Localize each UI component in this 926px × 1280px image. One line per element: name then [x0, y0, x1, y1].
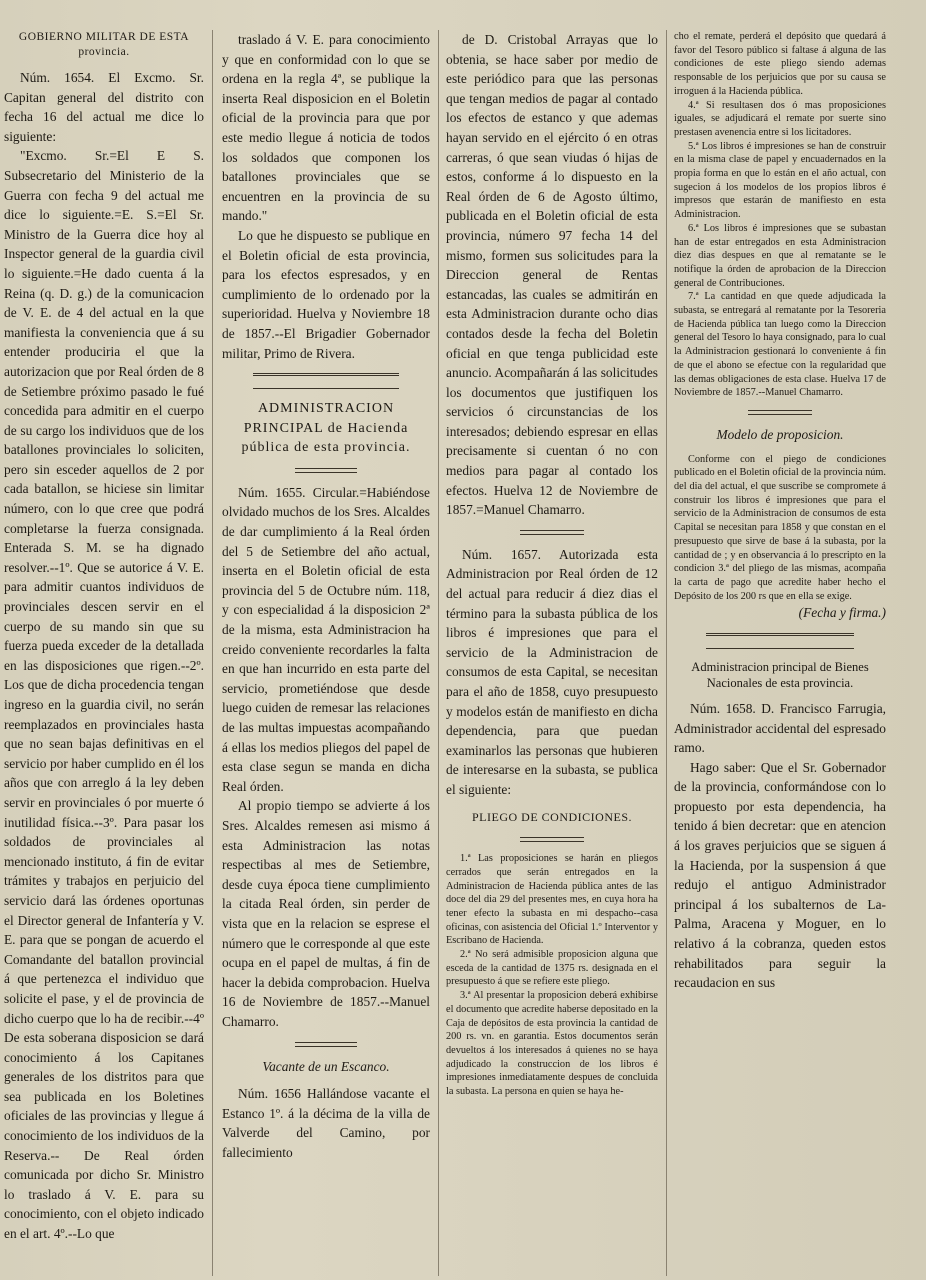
short-separator: [295, 1042, 357, 1047]
article-1656-intro: Núm. 1656 Hallándose vacante el Estanco 1º. á la décima de la villa de Valverde del Camino, por fallecimiento: [222, 1086, 430, 1160]
column-4: [674, 30, 886, 1276]
column-2: [222, 30, 430, 1276]
article-1658-body: Hago saber: Que el Sr. Gobernador de la provincia, conformándose con lo propuesto por esta dependencia, ha tenido á bien decretar: que en atencion á los graves perjuicios que se siguen á la Hacienda, por la suspension á que redujo el antiguo Administrador principal á los subalternos de La-Palma, Aracena y Moguer, en lo relativo á la cobranza, queden estos rehabilitados para seguir la recaudacion en sus: [674, 759, 886, 991]
proposal-text: Conforme con el piego de condiciones publicado en el Boletin oficial de la provincia núm. del dia del actual, el que suscribe se compromete á construir los libros é impresiones que para el servicio de la Administracion de consumos de esta Capital se necesitan para 1858 y que constan en el presupuesto que sirve de base á la subasta, por la cantidad de ; y en observancia á lo prescripto en la condicion 3.ª del pliego de las mismas, acompaña la carta de pago que acredite haber hecho el Depósito de los 200 rs que en ella se exige.: [674, 453, 886, 602]
condition-1: 1.ª Las proposiciones se harán en pliegos cerrados que serán entregados en la Administracion de Hacienda pública antes de las doce del dia 29 del presentes mes, en cuya hora ha tener efecto la subasta en mi despacho--casa oficinas, con asistencia del Oficial 1.º Interventor y Escribano de Hacienda.: [446, 853, 658, 947]
signature-line: (Fecha y firma.): [798, 605, 886, 621]
condition-7: 7.ª La cantidad en que quede adjudicada la subasta, se entregará al rematante por la Tesoreria de Hacienda pública tan luego como la Direccion general del Tesoro lo haya consignado, para lo cual la Administracion gestionará lo conveniente á fin de que el abono se efectue con la regularidad que las demas obligaciones de esta clase. Huelva 17 de Noviembre de 1857.--Manuel Chamarro.: [674, 291, 886, 399]
article-1654-closing: Lo que he dispuesto se publique en el Boletin oficial de esta provincia, para los efectos espresados, y en cumplimiento de lo ordenado por la superioridad. Huelva y Noviembre 18 de 1857.--El Brigadier Gobernador militar, Primo de Rivera.: [222, 227, 430, 361]
condition-3: 3.ª Al presentar la proposicion deberá exhibirse el documento que acredite haberse depositado en la Caja de depósitos de esta provincia la cantidad de 200 rs. vn. en garantia. Estos documentos serán devueltos á los interesados á quienes no se haya adjudicado la construccion de los libros é impresiones inmediatamente despues de concluida la subasta. La persona en quien se haya he-: [446, 990, 658, 1098]
section-heading-administracion-hacienda: ADMINISTRACION PRINCIPAL de Hacienda pública de esta provincia.: [241, 401, 411, 456]
short-separator: [295, 468, 357, 473]
heading-pliego-condiciones: PLIEGO DE CONDICIONES.: [472, 809, 632, 824]
article-1654-continuation: traslado á V. E. para conocimiento y que en conformidad con lo que se ordena en la regla 4ª, se publique la inserta Real disposicion en el Boletin oficial de la provincia para que por este medio llegue á noticia de todos los soldados que componen los batallones provinciales que se encuentren en la provincia de su mando.": [222, 32, 430, 224]
column-rule: [438, 30, 439, 1276]
section-heading-gobierno-militar: GOBIERNO MILITAR DE ESTA provincia.: [18, 31, 190, 58]
short-separator: [520, 837, 584, 842]
column-rule: [212, 30, 213, 1276]
proposal-model: [674, 453, 886, 604]
article-1654-intro: Núm. 1654. El Excmo. Sr. Capitan general del distrito con fecha 16 del actual me dice lo siguiente:: [4, 70, 204, 144]
section-separator: [706, 633, 854, 649]
subheading-vacante: Vacante de un Escanco.: [262, 1058, 390, 1074]
column-1: [4, 30, 204, 1276]
subheading-modelo-proposicion: Modelo de proposicion.: [716, 426, 844, 442]
article-1658-intro: Núm. 1658. D. Francisco Farrugia, Administrador accidental del espresado ramo.: [674, 700, 886, 756]
section-heading-bienes-nacionales: Administracion principal de Bienes Nacionales de esta provincia.: [691, 659, 869, 690]
column-3: [446, 30, 658, 1276]
condition-6: 6.ª Los libros é impresiones que se subastan han de estar entregados en esta Administracion diez dias despues en que al rematante se le notifique la órden de aprobacion de la Direccion general de Contribuciones.: [674, 222, 886, 289]
conditions-block: [446, 852, 658, 1099]
bienes-nacionales-section: [674, 659, 886, 993]
article-1657-intro: Núm. 1657. Autorizada esta Administracion por Real órden de 12 del actual para reducir á diez dias el término para la subasta pública de los libros é impresiones que para el servicio de la Administracion de consumos de esta Capital, se necesitan para el año de 1858, cuyo presupuesto y modelos están de manifiesto en dicha dependencia, para que puedan examinarlos las personas que hubieren de interesarse en la subasta, se publica el siguiente:: [446, 546, 658, 797]
article-1656-body: de D. Cristobal Arrayas que lo obtenia, se hace saber por medio de este periódico para que las personas que tengan medios de pagar al contado los efectos de estanco y que ademas hayan servido en el ejército ó en otras carreras, ó que sean viudas ó hijas de estos, conforme á lo dispuesto en la Real órden de 6 de Agosto último, publicada en el Boletin oficial de esta provincia, número 97 fecha 14 del mismo, formen sus solicitudes para la Direccion general de Rentas estancadas, las cuales se admitirán en esta Administracion durante ocho dias contados desde la fecha del Boletin oficial en que tenga publicidad este anuncio. Acompañarán á las solicitudes los documentos que justifiquen los servicios ó circunstancias de los interesados; debiendo espresar en ellas precisamente si cuentan ó no con medios para pagar al contado los efectos. Huelva 12 de Noviembre de 1857.=Manuel Chamarro.: [446, 32, 658, 518]
short-separator: [520, 530, 584, 535]
short-separator: [748, 410, 812, 415]
section-separator: [253, 373, 399, 389]
article-1655-second: Al propio tiempo se advierte á los Sres. Alcaldes remesen asi mismo á esta Administracion las notas respectibas al mes de Setiembre, desde cuya época tiene cumplimiento la citada Real órden, sin perder de vista que en la relacion se esprese el número que le corresponde al que este ocupa en el papel de multas, á fin de hacer la debida comprobacion. Huelva 16 de Noviembre de 1857.--Manuel Chamarro.: [222, 798, 430, 1029]
article-1655-circular: Núm. 1655. Circular.=Habiéndose olvidado muchos de los Sres. Alcaldes de dar cumplimiento á la Real órden del 5 de Setiembre del año actual, inserta en el Boletin oficial de esta provincia del 5 de Octubre núm. 118, y con especialidad á la disposicion 2ª de la misma, esta Administracion ha creido conveniente recordarles la falta en que han incurrido en esta parte del servicio, prometiéndose que desde luego cuiden de remesar las relaciones de las multas impuestas acompañando á ellas los medios pliegos del papel de esta clase segun se manda en dicha Real órden.: [222, 484, 430, 794]
condition-4: 4.ª Si resultasen dos ó mas proposiciones iguales, se adjudicará el remate por suerte sino prestasen avenencia entre si los licitadores.: [674, 99, 886, 138]
condition-2: 2.ª No será admisible proposicion alguna que esceda de la cantidad de 1375 rs. designada en el presupuesto á que se refiere este pliego.: [446, 949, 658, 988]
column-rule: [666, 30, 667, 1276]
article-1654-body: "Excmo. Sr.=El E S. Subsecretario del Ministerio de la Guerra con fecha 9 del actual me dice lo siguiente.=E. S.=El Sr. Ministro de la Guerra dice hoy al Inspector general de la guardia civil lo siguiente.=He dado cuenta á la Reina (q. D. g.) de la comunicacion de V. E. de 4 del actual en la que manifiesta la conveniencia que á su entender produciria el que la autorizacion que por Real órden de 8 de Setiembre próximo pasado le fué concedida para admitir en el cuerpo de su cargo los individuos que de los batallones provinciales lo soliciten, pero sin esceder aquellos de 2 por cada batallon, se hiciese sin limitar número, con lo que cree que podrá completarse la fuerza consignada. Enterada S. M. se ha dignado resolver.--1º. Que se autorice á V. E. para admitir cuantos individuos de provinciales descen servir en el cuerpo de su mando sin que su fuerza pueda exceder de la detallada en las disposiciones que rigen.--2º. Los que de dicha procedencia tengan ingreso en la guardia civil, no serán reemplazados en provinciales hasta que no sean bajas definitivas en el servicio por haber cumplido en él los años que con arreglo á la ley deben servir en provinciales ó por muerte ó inutilidad física.--3º. Para pasar los soldados de provinciales al mencionado instituto, á fin de evitar trámites y trabajos en perjuicio del servicio dará las órdenes oportunas el Director general de Infantería y V. E. para que se pongan de acuerdo el Comandante del batallon provincial á que pertenezca el individuo que solicite el pase, y el de provincia de dicho cuerpo que lo ha de recibir.--4º De esta soberana disposicion se dará conocimiento á los Capitanes generales de los distritos para que sea publicada en los Boletines oficiales de las provincias y llegue á conocimiento de los individuos de la Reserva.-- De Real órden comunicada por dicho Sr. Ministro lo traslado á V. E. para su conocimiento, con el objeto indicado en el art. 4º.--Lo que: [4, 148, 204, 1242]
condition-3-continued: cho el remate, perderá el depósito que quedará á favor del Tesoro público si faltase á alguna de las condiciones de este pliego siendo ademas responsable de los perjuicios que por su causa se irroguen á la Hacienda pública.: [674, 31, 886, 97]
conditions-block-continued: [674, 30, 886, 400]
condition-5: 5.ª Los libros é impresiones se han de construir en la misma clase de papel y encuadernados en la propia forma en que lo están en el año actual, con sugecion á los modelos de los propios libros é impresos que estarán de manifiesto en esta Administracion.: [674, 140, 886, 221]
